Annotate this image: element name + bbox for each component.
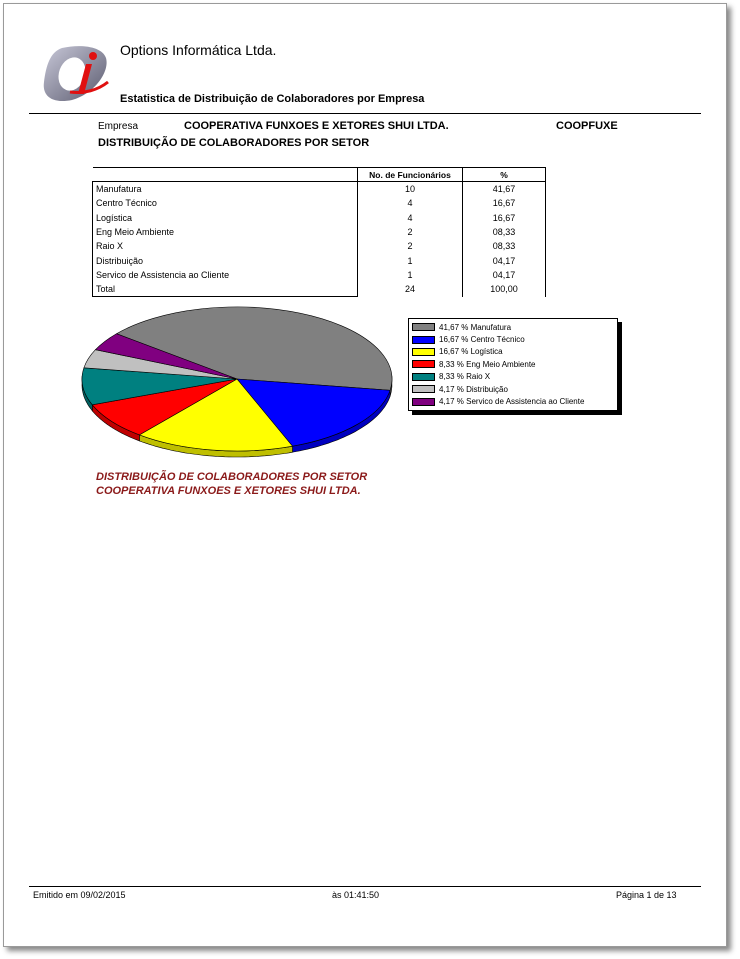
chart-legend: [408, 318, 618, 411]
legend-label: 16,67 % Logística: [439, 347, 503, 357]
legend-label: 41,67 % Manufatura: [439, 322, 512, 332]
row-setor: Centro Técnico: [93, 196, 358, 210]
legend-item: [412, 395, 617, 407]
header-divider: [29, 113, 701, 114]
legend-label: 8,33 % Raio X: [439, 372, 491, 382]
legend-item: [412, 321, 617, 333]
footer-time: às 01:41:50: [332, 890, 380, 900]
row-count: 10: [358, 182, 463, 197]
row-percent: 04,17: [463, 268, 546, 282]
row-setor: Distribuição: [93, 253, 358, 267]
row-count: 1: [358, 268, 463, 282]
legend-item: [412, 371, 617, 383]
report-page: [3, 3, 727, 947]
footer-emitted: Emitido em 09/02/2015: [33, 890, 126, 900]
row-setor: Raio X: [93, 239, 358, 253]
row-count: 1: [358, 253, 463, 267]
distribution-table: [92, 167, 546, 297]
footer-page: Página 1 de 13: [616, 890, 677, 900]
legend-label: 8,33 % Eng Meio Ambiente: [439, 359, 536, 369]
legend-label: 16,67 % Centro Técnico: [439, 335, 525, 345]
row-setor: Logística: [93, 211, 358, 225]
table-row: [93, 225, 546, 239]
chart-caption: [96, 470, 367, 498]
legend-item: [412, 358, 617, 370]
empresa-name: COOPERATIVA FUNXOES E XETORES SHUI LTDA.: [184, 120, 449, 132]
legend-swatch: [412, 348, 435, 356]
row-count: 4: [358, 196, 463, 210]
table-row: [93, 239, 546, 253]
company-logo-icon: [40, 44, 110, 104]
row-count: 2: [358, 225, 463, 239]
table-header-funcionarios: No. de Funcionários: [358, 168, 463, 182]
legend-swatch: [412, 360, 435, 368]
legend-swatch: [412, 385, 435, 393]
legend-swatch: [412, 373, 435, 381]
row-count: 2: [358, 239, 463, 253]
footer-divider: [29, 886, 701, 887]
table-header-percent: %: [463, 168, 546, 182]
legend-label: 4,17 % Distribuição: [439, 384, 508, 394]
table-row: [93, 196, 546, 210]
row-setor: Eng Meio Ambiente: [93, 225, 358, 239]
table-row: [93, 182, 546, 197]
legend-swatch: [412, 323, 435, 331]
legend-swatch: [412, 336, 435, 344]
legend-item: [412, 346, 617, 358]
total-label: Total: [93, 282, 358, 297]
legend-swatch: [412, 398, 435, 406]
row-percent: 16,67: [463, 211, 546, 225]
empresa-label: Empresa: [98, 121, 139, 132]
table-row: [93, 268, 546, 282]
section-title: DISTRIBUIÇÃO DE COLABORADORES POR SETOR: [98, 137, 370, 149]
legend-item: [412, 333, 617, 345]
row-setor: Servico de Assistencia ao Cliente: [93, 268, 358, 282]
legend-item: [412, 383, 617, 395]
row-percent: 08,33: [463, 225, 546, 239]
report-title: Estatistica de Distribuição de Colaboradores por Empresa: [120, 93, 425, 105]
row-setor: Manufatura: [93, 182, 358, 197]
table-row: [93, 253, 546, 267]
distribution-pie-chart: [74, 302, 404, 468]
caption-line-2: COOPERATIVA FUNXOES E XETORES SHUI LTDA.: [96, 485, 361, 497]
row-percent: 08,33: [463, 239, 546, 253]
row-percent: 16,67: [463, 196, 546, 210]
table-header-setor: [93, 168, 358, 182]
table-row: [93, 211, 546, 225]
row-percent: 41,67: [463, 182, 546, 197]
total-count: 24: [358, 282, 463, 297]
table-header-row: [93, 168, 546, 182]
table-total-row: [93, 282, 546, 297]
total-percent: 100,00: [463, 282, 546, 297]
row-count: 4: [358, 211, 463, 225]
company-name: Options Informática Ltda.: [120, 42, 277, 58]
caption-line-1: DISTRIBUIÇÃO DE COLABORADORES POR SETOR: [96, 471, 368, 483]
empresa-code: COOPFUXE: [556, 120, 618, 132]
row-percent: 04,17: [463, 253, 546, 267]
legend-label: 4,17 % Servico de Assistencia ao Cliente: [439, 397, 585, 407]
